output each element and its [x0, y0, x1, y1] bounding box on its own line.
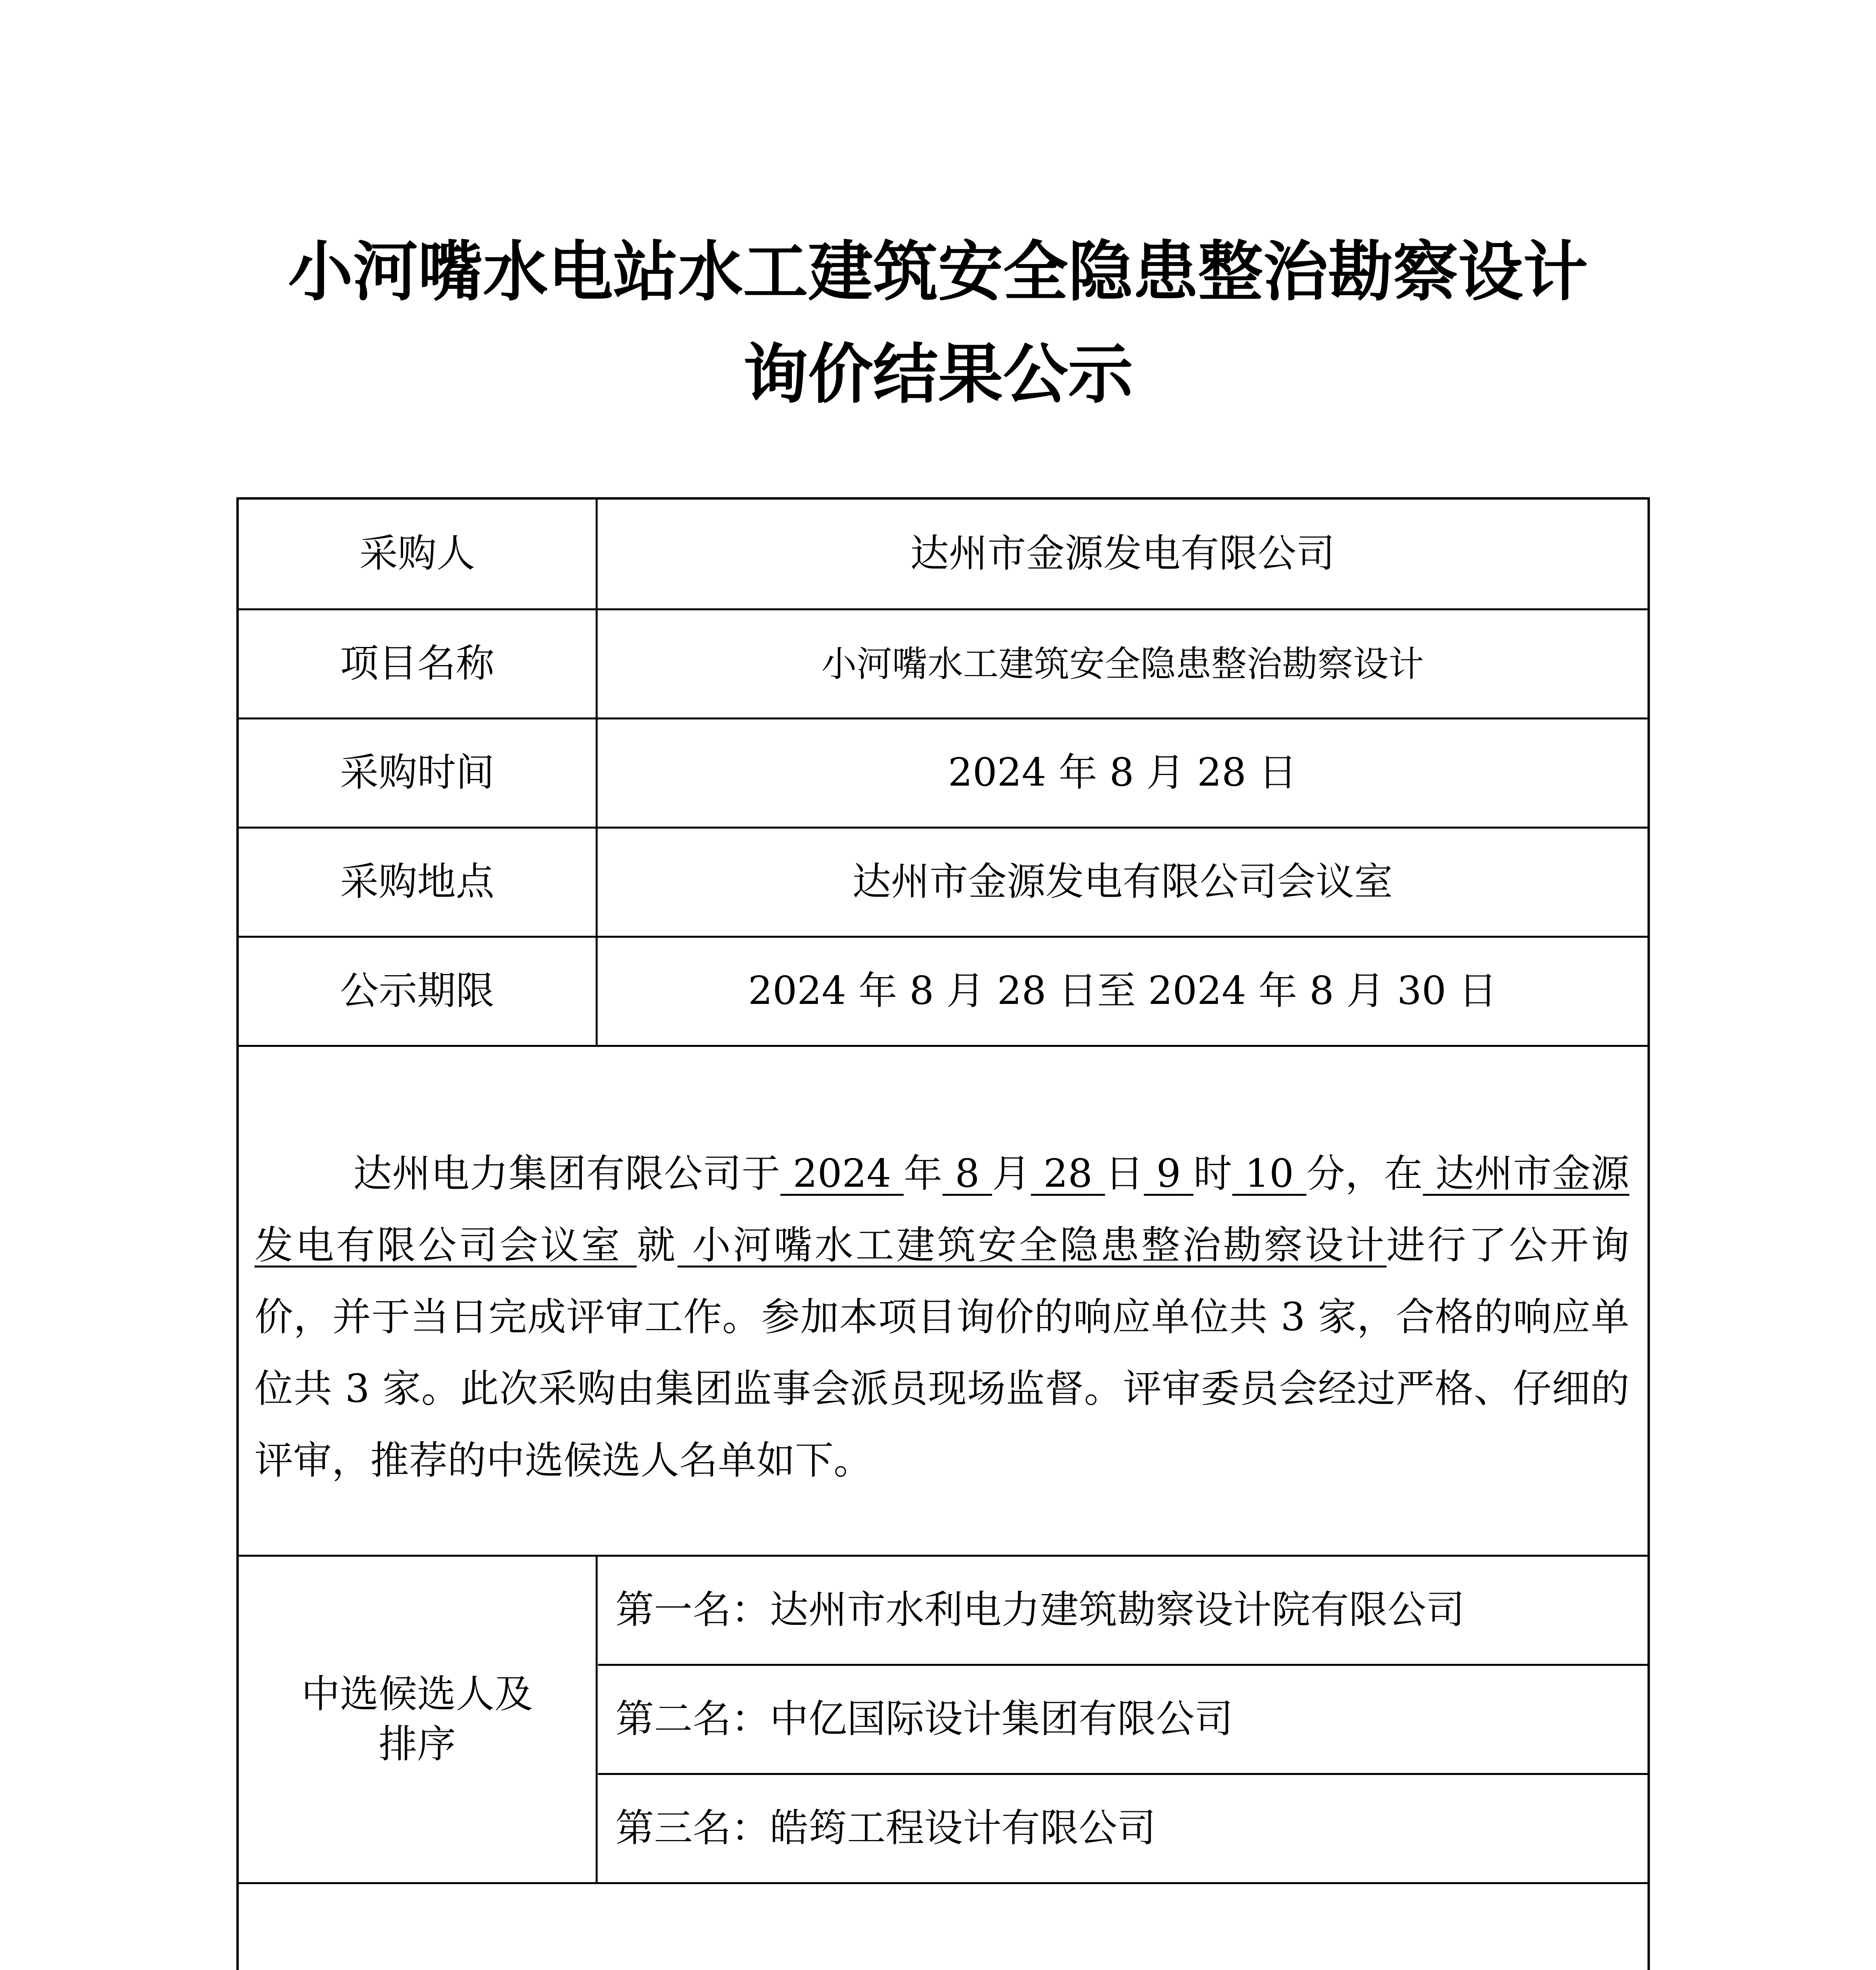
purchase-place-label: 采购地点 [340, 859, 494, 905]
candidates-label-line2: 排序 [378, 1722, 456, 1767]
statement-day: 28 [1043, 1151, 1093, 1196]
statement-hour: 9 [1156, 1151, 1181, 1196]
document-title: 小河嘴水电站水工建筑安全隐患整治勘察设计 [288, 234, 1588, 310]
notice-period-value: 2024 年 8 月 28 日至 2024 年 8 月 30 日 [748, 968, 1497, 1014]
candidate-third: 第三名：皓筠工程设计有限公司 [615, 1806, 1156, 1851]
document-subtitle: 询价结果公示 [743, 336, 1133, 412]
purchase-place-value: 达州市金源发电有限公司会议室 [852, 859, 1393, 905]
statement-hour-unit: 时 [1193, 1151, 1232, 1196]
project-name-label: 项目名称 [340, 641, 494, 686]
purchase-time-label: 采购时间 [340, 750, 494, 795]
statement-on: 就 [637, 1223, 678, 1268]
statement-paragraph [254, 1138, 1629, 1496]
row-divider [239, 1045, 1648, 1047]
statement-place: 达州市金源发电有限公司会议室 [254, 1151, 1629, 1268]
purchaser-value: 达州市金源发电有限公司 [910, 531, 1335, 576]
row-divider [239, 1882, 1648, 1884]
statement-minute: 10 [1244, 1151, 1294, 1196]
project-name-value: 小河嘴水工建筑安全隐患整治勘察设计 [821, 643, 1424, 685]
statement-project: 小河嘴水工建筑安全隐患整治勘察设计 [692, 1223, 1387, 1268]
statement-year-unit: 年 [903, 1151, 943, 1196]
statement-month: 8 [955, 1151, 980, 1196]
statement-org: 达州电力集团有限公司于 [353, 1151, 780, 1196]
candidates-label-line1: 中选候选人及 [301, 1671, 533, 1717]
statement-minute-unit: 分，在 [1306, 1151, 1423, 1196]
candidate-first: 第一名：达州市水利电力建筑勘察设计院有限公司 [615, 1587, 1465, 1633]
result-table [236, 497, 1650, 1970]
statement-year: 2024 [793, 1151, 892, 1196]
candidate-second: 第二名：中亿国际设计集团有限公司 [615, 1697, 1233, 1742]
candidates-label [239, 1557, 596, 1882]
notice-period-label: 公示期限 [340, 968, 494, 1014]
statement-rest: 进行了公开询价，并于当日完成评审工作。参加本项目询价的响应单位共 3 家，合格的响应单位共 3 家。此次采购由集团监事会派员现场监督。评审委员会经过严格、仔细的评审，推荐的中选候选人名单如下。 [254, 1223, 1629, 1483]
purchaser-label: 采购人 [359, 531, 475, 576]
statement-month-unit: 月 [992, 1151, 1031, 1196]
purchase-time-value: 2024 年 8 月 28 日 [948, 750, 1297, 795]
statement-day-unit: 日 [1105, 1151, 1144, 1196]
